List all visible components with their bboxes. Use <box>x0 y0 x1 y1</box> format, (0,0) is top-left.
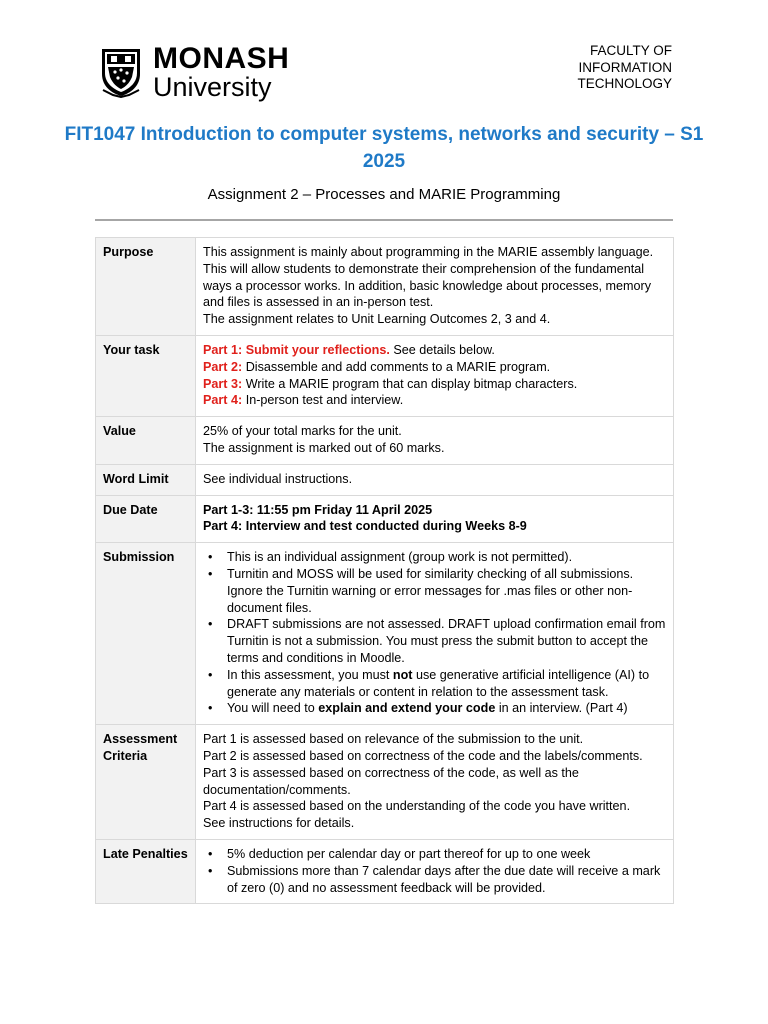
faculty-line: INFORMATION <box>578 59 672 75</box>
logo-word-university: University <box>153 72 272 102</box>
item-text: In this assessment, you must <box>227 667 393 682</box>
late-penalties-list <box>203 846 667 896</box>
list-item: • Submissions more than 7 calendar days after the due date will receive a mark of zero (0) and no assessment feedback will be provided. <box>227 863 667 897</box>
row-label <box>96 725 196 840</box>
due-date-text: Part 4: Interview and test conducted during Weeks 8-9 <box>203 519 527 534</box>
row-label: Submission <box>96 543 196 725</box>
row-content <box>196 543 674 725</box>
document-title: FIT1047 Introduction to computer systems, networks and security – S1 2025 <box>64 124 704 172</box>
part-text: See details below. <box>389 342 495 357</box>
task-part-2 <box>203 359 667 376</box>
table-row-submission <box>96 543 674 725</box>
row-content <box>196 238 674 336</box>
row-content <box>196 839 674 903</box>
list-item: • DRAFT submissions are not assessed. DRAFT upload confirmation email from Turnitin is not a submission. You must press the submit button to accept the terms and conditions in Moodle. <box>227 616 667 666</box>
task-part-4 <box>203 392 667 409</box>
purpose-text: The assignment relates to Unit Learning Outcomes 2, 3 and 4. <box>203 312 551 327</box>
list-item <box>227 667 667 701</box>
value-text: The assignment is marked out of 60 marks. <box>203 440 445 455</box>
item-text: You will need to <box>227 701 319 716</box>
part-text: Write a MARIE program that can display bitmap characters. <box>242 376 578 391</box>
row-content <box>196 335 674 416</box>
value-text: 25% of your total marks for the unit. <box>203 424 402 439</box>
label-line: Criteria <box>103 748 148 763</box>
row-label: Due Date <box>96 495 196 543</box>
criteria-text: Part 2 is assessed based on correctness of the code and the labels/comments. <box>203 748 643 763</box>
row-content <box>196 417 674 465</box>
criteria-text: See instructions for details. <box>203 816 355 831</box>
table-row-purpose <box>96 238 674 336</box>
row-label: Your task <box>96 335 196 416</box>
assignment-info-table <box>95 237 674 904</box>
item-text: in an interview. (Part 4) <box>495 701 628 716</box>
logo-word-monash: MONASH <box>153 42 290 75</box>
part-name: Part 3: <box>203 376 243 391</box>
row-label: Word Limit <box>96 464 196 495</box>
row-label: Purpose <box>96 238 196 336</box>
header-divider <box>95 219 673 221</box>
label-line: Assessment <box>103 732 178 747</box>
part-text: In-person test and interview. <box>242 393 404 408</box>
due-date-text: Part 1-3: 11:55 pm Friday 11 April 2025 <box>203 502 433 517</box>
item-emphasis: not <box>392 667 413 682</box>
monash-logo <box>99 44 289 104</box>
table-row-due-date <box>96 495 674 543</box>
item-text: use generative artificial intelligence (AI) to generate any materials or content in relation to the assessment task. <box>227 667 650 699</box>
list-item <box>227 700 667 717</box>
task-part-1 <box>203 342 667 359</box>
criteria-text: Part 1 is assessed based on relevance of the submission to the unit. <box>203 732 584 747</box>
criteria-text: Part 3 is assessed based on correctness of the code, as well as the documentation/comments. <box>203 765 579 797</box>
list-item: • Turnitin and MOSS will be used for similarity checking of all submissions. Ignore the Turnitin warning or error messages for .mas files or other non-document files. <box>227 566 667 616</box>
purpose-text: This assignment is mainly about programming in the MARIE assembly language. This will allow students to demonstrate their comprehension of the fundamental ways a processor works. In addition, basic knowledge about processes, memory and files is assessed in an in-person test. <box>203 245 654 310</box>
row-content: See individual instructions. <box>196 464 674 495</box>
monash-crest-icon <box>99 46 143 98</box>
submission-list <box>203 549 667 717</box>
part-name: Part 1: Submit your reflections. <box>203 342 390 357</box>
table-row-assessment-criteria <box>96 725 674 840</box>
row-content <box>196 725 674 840</box>
criteria-text: Part 4 is assessed based on the understanding of the code you have written. <box>203 799 631 814</box>
faculty-name <box>577 43 672 93</box>
table-row-your-task <box>96 335 674 416</box>
table-row-late-penalties <box>96 839 674 903</box>
list-item: • This is an individual assignment (group work is not permitted). <box>227 549 667 566</box>
table-row-value <box>96 417 674 465</box>
faculty-line: TECHNOLOGY <box>577 76 672 91</box>
row-content <box>196 495 674 543</box>
part-name: Part 4: <box>203 393 243 408</box>
part-text: Disassemble and add comments to a MARIE program. <box>242 359 551 374</box>
faculty-line: FACULTY OF <box>589 43 672 58</box>
task-part-3 <box>203 376 667 393</box>
table-row-word-limit <box>96 464 674 495</box>
row-label: Late Penalties <box>96 839 196 903</box>
item-emphasis: explain and extend your code <box>318 701 496 716</box>
list-item: • 5% deduction per calendar day or part thereof for up to one week <box>227 846 667 863</box>
document-subtitle: Assignment 2 – Processes and MARIE Programming <box>207 186 561 203</box>
part-name: Part 2: <box>203 359 243 374</box>
row-label: Value <box>96 417 196 465</box>
